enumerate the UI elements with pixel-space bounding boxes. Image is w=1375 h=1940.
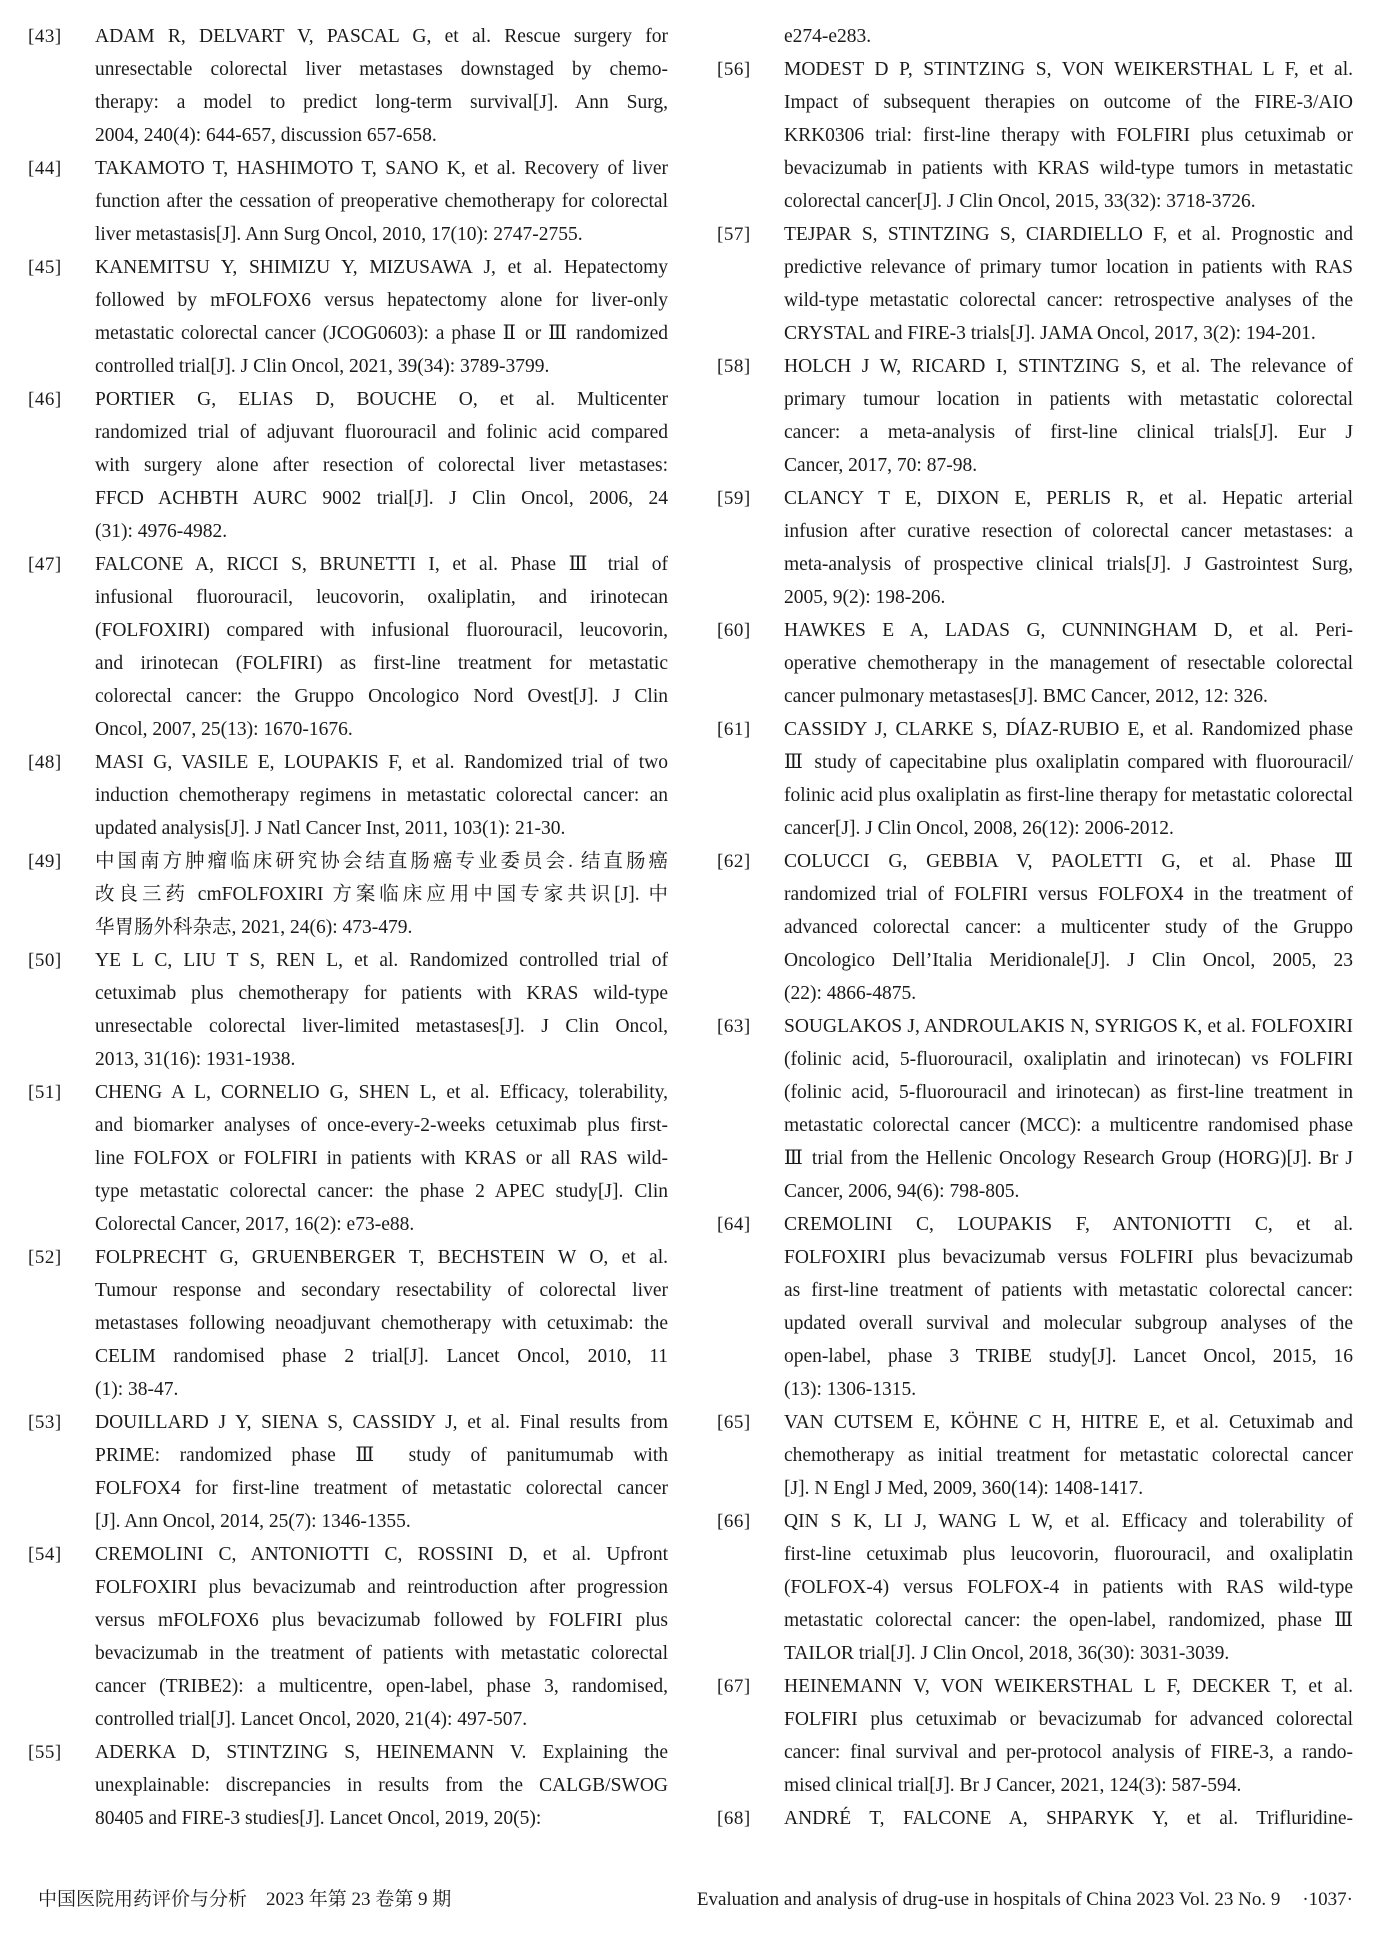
reference-line: 2005, 9(2): 198-206. [784,587,946,608]
reference-line: predictive relevance of primary tumor location in patients with RAS [784,257,1353,278]
reference-number: [53] [28,1412,62,1433]
reference-line: (13): 1306-1315. [784,1379,917,1400]
reference-line: ANDRÉ T, FALCONE A, SHPARYK Y, et al. Trifluridine- [784,1808,1353,1829]
reference-text [95,251,668,383]
reference-line: (22): 4866-4875. [784,983,917,1004]
reference-entry [28,1538,668,1736]
reference-line: advanced colorectal cancer: a multicenter study of the Gruppo [784,917,1353,938]
reference-line: therapy: a model to predict long-term survival[J]. Ann Surg, [95,92,668,113]
reference-number: [47] [28,554,62,575]
reference-line: HOLCH J W, RICARD I, STINTZING S, et al. The relevance of [784,356,1353,377]
reference-number: [49] [28,851,62,872]
reference-line: and biomarker analyses of once-every-2-weeks cetuximab plus first- [95,1115,668,1136]
reference-line: bevacizumab in the treatment of patients with metastatic colorectal [95,1643,668,1664]
reference-number: [48] [28,752,62,773]
reference-line: randomized trial of FOLFIRI versus FOLFOX4 in the treatment of [784,884,1353,905]
reference-line: colorectal cancer[J]. J Clin Oncol, 2015, 33(32): 3718-3726. [784,191,1256,212]
reference-number: [51] [28,1082,62,1103]
reference-entry [28,944,668,1076]
reference-line: (FOLFOXIRI) compared with infusional fluorouracil, leucovorin, [95,620,668,641]
reference-number: [43] [28,26,62,47]
reference-line: TAILOR trial[J]. J Clin Oncol, 2018, 36(30): 3031-3039. [784,1643,1230,1664]
reference-line: MASI G, VASILE E, LOUPAKIS F, et al. Randomized trial of two [95,752,668,773]
reference-line: controlled trial[J]. Lancet Oncol, 2020, 21(4): 497-507. [95,1709,528,1730]
reference-entry [717,713,1353,845]
reference-text [95,845,668,944]
reference-entry [28,383,668,548]
reference-entry [717,1010,1353,1208]
reference-entry [28,1406,668,1538]
reference-entry [28,746,668,845]
reference-text [784,1010,1353,1208]
reference-line: CELIM randomised phase 2 trial[J]. Lancet Oncol, 2010, 11 [95,1346,668,1367]
reference-line: cancer[J]. J Clin Oncol, 2008, 26(12): 2006-2012. [784,818,1174,839]
reference-line: updated overall survival and molecular subgroup analyses of the [784,1313,1353,1334]
reference-line: 华胃肠外科杂志, 2021, 24(6): 473-479. [95,917,413,938]
reference-line: metastases following neoadjuvant chemotherapy with cetuximab: the [95,1313,668,1334]
reference-line: type metastatic colorectal cancer: the phase 2 APEC study[J]. Clin [95,1181,668,1202]
reference-number: [45] [28,257,62,278]
reference-line: metastatic colorectal cancer (JCOG0603): a phase Ⅱ or Ⅲ randomized [95,323,668,344]
reference-text [784,614,1353,713]
reference-text [95,152,668,251]
reference-text [784,1208,1353,1406]
reference-line: unresectable colorectal liver metastases downstaged by chemo- [95,59,668,80]
reference-line: cancer: a meta-analysis of first-line clinical trials[J]. Eur J [784,422,1353,443]
reference-text [784,1505,1353,1670]
reference-text [784,1670,1353,1802]
reference-entry [717,845,1353,1010]
reference-line: FOLFIRI plus cetuximab or bevacizumab for advanced colorectal [784,1709,1353,1730]
reference-line: PRIME: randomized phase Ⅲ study of panitumumab with [95,1445,668,1466]
reference-text [95,1406,668,1538]
reference-text [784,20,1353,53]
reference-line: ADERKA D, STINTZING S, HEINEMANN V. Explaining the [95,1742,668,1763]
reference-line: HAWKES E A, LADAS G, CUNNINGHAM D, et al. Peri- [784,620,1353,641]
reference-line: cancer (TRIBE2): a multicentre, open-label, phase 3, randomised, [95,1676,668,1697]
reference-number: [68] [717,1808,751,1829]
reference-text [95,1736,668,1835]
reference-line: Oncol, 2007, 25(13): 1670-1676. [95,719,353,740]
reference-line: (1): 38-47. [95,1379,179,1400]
reference-line: CLANCY T E, DIXON E, PERLIS R, et al. Hepatic arterial [784,488,1353,509]
reference-line: Oncologico Dell’Italia Meridionale[J]. J Clin Oncol, 2005, 23 [784,950,1353,971]
reference-line: 80405 and FIRE-3 studies[J]. Lancet Oncol, 2019, 20(5): [95,1808,542,1829]
reference-number: [50] [28,950,62,971]
reference-number: [67] [717,1676,751,1697]
reference-line: (31): 4976-4982. [95,521,228,542]
reference-entry [28,251,668,383]
reference-number: [54] [28,1544,62,1565]
reference-number: [44] [28,158,62,179]
reference-line: operative chemotherapy in the management of resectable colorectal [784,653,1353,674]
reference-entry [717,218,1353,350]
reference-entry [717,1505,1353,1670]
reference-line: metastatic colorectal cancer: the open-label, randomized, phase Ⅲ [784,1610,1353,1631]
reference-entry [28,1736,668,1835]
reference-line: function after the cessation of preoperative chemotherapy for colorectal [95,191,668,212]
reference-line: Impact of subsequent therapies on outcome of the FIRE-3/AIO [784,92,1353,113]
reference-line: KRK0306 trial: first-line therapy with FOLFIRI plus cetuximab or [784,125,1353,146]
reference-line: 中国南方肿瘤临床研究协会结直肠癌专业委员会. 结直肠癌 [95,851,668,872]
reference-line: 2004, 240(4): 644-657, discussion 657-658. [95,125,437,146]
reference-line: first-line cetuximab plus leucovorin, fluorouracil, and oxaliplatin [784,1544,1353,1565]
reference-entry [717,1406,1353,1505]
reference-number: [62] [717,851,751,872]
reference-line: CASSIDY J, CLARKE S, DÍAZ-RUBIO E, et al. Randomized phase [784,719,1353,740]
reference-line: bevacizumab in patients with KRAS wild-type tumors in metastatic [784,158,1353,179]
reference-text [784,350,1353,482]
reference-line: cetuximab plus chemotherapy for patients with KRAS wild-type [95,983,668,1004]
reference-column-right [717,20,1353,1835]
reference-entry [717,482,1353,614]
reference-line: Ⅲ trial from the Hellenic Oncology Research Group (HORG)[J]. Br J [784,1148,1353,1169]
reference-text [95,1241,668,1406]
reference-line: Cancer, 2017, 70: 87-98. [784,455,978,476]
reference-text [784,1406,1353,1505]
reference-entry [28,845,668,944]
reference-line: controlled trial[J]. J Clin Oncol, 2021, 39(34): 3789-3799. [95,356,550,377]
reference-line: DOUILLARD J Y, SIENA S, CASSIDY J, et al. Final results from [95,1412,668,1433]
reference-line: (folinic acid, 5-fluorouracil, oxaliplatin and irinotecan) vs FOLFIRI [784,1049,1353,1070]
reference-text [784,713,1353,845]
reference-line: (FOLFOX-4) versus FOLFOX-4 in patients with RAS wild-type [784,1577,1353,1598]
page-number: ·1037· [1302,1889,1353,1910]
reference-line: CREMOLINI C, ANTONIOTTI C, ROSSINI D, et al. Upfront [95,1544,668,1565]
reference-number: [58] [717,356,751,377]
reference-text [95,1076,668,1241]
reference-line: line FOLFOX or FOLFIRI in patients with KRAS or all RAS wild- [95,1148,668,1169]
reference-text [784,1802,1353,1835]
reference-line: unexplainable: discrepancies in results from the CALGB/SWOG [95,1775,668,1796]
reference-line: FOLFOXIRI plus bevacizumab versus FOLFIRI plus bevacizumab [784,1247,1353,1268]
reference-number: [61] [717,719,751,740]
reference-line: FOLPRECHT G, GRUENBERGER T, BECHSTEIN W O, et al. [95,1247,668,1268]
reference-line: VAN CUTSEM E, KÖHNE C H, HITRE E, et al. Cetuximab and [784,1412,1353,1433]
reference-line: FOLFOXIRI plus bevacizumab and reintroduction after progression [95,1577,668,1598]
reference-line: and irinotecan (FOLFIRI) as first-line treatment for metastatic [95,653,668,674]
reference-line: CHENG A L, CORNELIO G, SHEN L, et al. Efficacy, tolerability, [95,1082,668,1103]
page-footer [38,1885,1353,1915]
reference-line: primary tumour location in patients with metastatic colorectal [784,389,1353,410]
reference-line: Cancer, 2006, 94(6): 798-805. [784,1181,1020,1202]
reference-line: infusional fluorouracil, leucovorin, oxaliplatin, and irinotecan [95,587,668,608]
reference-text [95,944,668,1076]
reference-line: updated analysis[J]. J Natl Cancer Inst, 2011, 103(1): 21-30. [95,818,566,839]
reference-line: meta-analysis of prospective clinical trials[J]. J Gastrointest Surg, [784,554,1353,575]
reference-line: ADAM R, DELVART V, PASCAL G, et al. Rescue surgery for [95,26,668,47]
reference-line: mised clinical trial[J]. Br J Cancer, 2021, 124(3): 587-594. [784,1775,1242,1796]
reference-line: Ⅲ study of capecitabine plus oxaliplatin compared with fluorouracil/ [784,752,1353,773]
reference-line: wild-type metastatic colorectal cancer: retrospective analyses of the [784,290,1353,311]
reference-entry [28,1076,668,1241]
reference-number: [46] [28,389,62,410]
reference-line: SOUGLAKOS J, ANDROULAKIS N, SYRIGOS K, et al. FOLFOXIRI [784,1016,1353,1037]
reference-line: infusion after curative resection of colorectal cancer metastases: a [784,521,1353,542]
reference-line: TAKAMOTO T, HASHIMOTO T, SANO K, et al. Recovery of liver [95,158,668,179]
reference-number: [60] [717,620,751,641]
reference-text [784,53,1353,218]
reference-entry [28,1241,668,1406]
reference-line: Tumour response and secondary resectability of colorectal liver [95,1280,668,1301]
reference-entry [717,1208,1353,1406]
reference-line: metastatic colorectal cancer (MCC): a multicentre randomised phase [784,1115,1353,1136]
reference-line: [J]. N Engl J Med, 2009, 360(14): 1408-1417. [784,1478,1144,1499]
reference-text [784,845,1353,1010]
footer-journal-en: Evaluation and analysis of drug-use in hospitals of China 2023 Vol. 23 No. 9 [696,1889,1281,1910]
reference-line: 2013, 31(16): 1931-1938. [95,1049,296,1070]
reference-entry [717,350,1353,482]
reference-text [95,383,668,548]
reference-text [95,1538,668,1736]
reference-line: Colorectal Cancer, 2017, 16(2): e73-e88. [95,1214,415,1235]
reference-line: QIN S K, LI J, WANG L W, et al. Efficacy and tolerability of [784,1511,1353,1532]
reference-line: FALCONE A, RICCI S, BRUNETTI I, et al. Phase Ⅲ trial of [95,554,668,575]
reference-line: MODEST D P, STINTZING S, VON WEIKERSTHAL L F, et al. [784,59,1353,80]
reference-number: [65] [717,1412,751,1433]
reference-line: colorectal cancer: the Gruppo Oncologico Nord Ovest[J]. J Clin [95,686,668,707]
reference-text [784,482,1353,614]
reference-line: [J]. Ann Oncol, 2014, 25(7): 1346-1355. [95,1511,411,1532]
reference-line: e274-e283. [784,26,872,47]
reference-number: [63] [717,1016,751,1037]
reference-line: cancer: final survival and per-protocol analysis of FIRE-3, a rando- [784,1742,1353,1763]
reference-text [95,20,668,152]
reference-line: CRYSTAL and FIRE-3 trials[J]. JAMA Oncol, 2017, 3(2): 194-201. [784,323,1316,344]
reference-line: CREMOLINI C, LOUPAKIS F, ANTONIOTTI C, et al. [784,1214,1353,1235]
reference-line: liver metastasis[J]. Ann Surg Oncol, 2010, 17(10): 2747-2755. [95,224,583,245]
reference-line: FOLFOX4 for first-line treatment of metastatic colorectal cancer [95,1478,668,1499]
reference-entry [717,1670,1353,1802]
reference-number: [66] [717,1511,751,1532]
reference-line: (folinic acid, 5-fluorouracil and irinotecan) as first-line treatment in [784,1082,1353,1103]
reference-number: [56] [717,59,751,80]
reference-line: HEINEMANN V, VON WEIKERSTHAL L F, DECKER T, et al. [784,1676,1353,1697]
reference-line: PORTIER G, ELIAS D, BOUCHE O, et al. Multicenter [95,389,668,410]
reference-line: folinic acid plus oxaliplatin as first-line therapy for metastatic colorectal [784,785,1353,806]
reference-text [784,218,1353,350]
reference-number: [64] [717,1214,751,1235]
reference-entry [28,20,668,152]
reference-line: induction chemotherapy regimens in metastatic colorectal cancer: an [95,785,668,806]
reference-entry [717,53,1353,218]
reference-line: as first-line treatment of patients with metastatic colorectal cancer: [784,1280,1353,1301]
reference-entry [717,1802,1353,1835]
reference-number: [55] [28,1742,62,1763]
reference-number: [52] [28,1247,62,1268]
reference-line: YE L C, LIU T S, REN L, et al. Randomized controlled trial of [95,950,668,971]
reference-text [95,548,668,746]
reference-entry [28,152,668,251]
reference-text [95,746,668,845]
reference-line: unresectable colorectal liver-limited metastases[J]. J Clin Oncol, [95,1016,668,1037]
reference-column-left [28,20,668,1835]
reference-number: [59] [717,488,751,509]
reference-entry [28,548,668,746]
reference-line: open-label, phase 3 TRIBE study[J]. Lancet Oncol, 2015, 16 [784,1346,1353,1367]
reference-line: cancer pulmonary metastases[J]. BMC Cancer, 2012, 12: 326. [784,686,1268,707]
reference-entry [717,20,1353,53]
reference-line: followed by mFOLFOX6 versus hepatectomy alone for liver-only [95,290,668,311]
footer-journal-cn: 中国医院用药评价与分析 2023 年第 23 卷第 9 期 [38,1889,452,1910]
footer-journal-en-group [697,1885,1353,1915]
reference-line: KANEMITSU Y, SHIMIZU Y, MIZUSAWA J, et al. Hepatectomy [95,257,668,278]
reference-line: with surgery alone after resection of colorectal liver metastases: [95,455,668,476]
reference-line: COLUCCI G, GEBBIA V, PAOLETTI G, et al. Phase Ⅲ [784,851,1353,872]
reference-entry [717,614,1353,713]
reference-line: TEJPAR S, STINTZING S, CIARDIELLO F, et al. Prognostic and [784,224,1353,245]
reference-line: chemotherapy as initial treatment for metastatic colorectal cancer [784,1445,1353,1466]
reference-line: FFCD ACHBTH AURC 9002 trial[J]. J Clin Oncol, 2006, 24 [95,488,668,509]
reference-line: randomized trial of adjuvant fluorouracil and folinic acid compared [95,422,668,443]
reference-number: [57] [717,224,751,245]
reference-line: versus mFOLFOX6 plus bevacizumab followed by FOLFIRI plus [95,1610,668,1631]
reference-line: 改良三药 cmFOLFOXIRI 方案临床应用中国专家共识[J]. 中 [95,884,668,905]
